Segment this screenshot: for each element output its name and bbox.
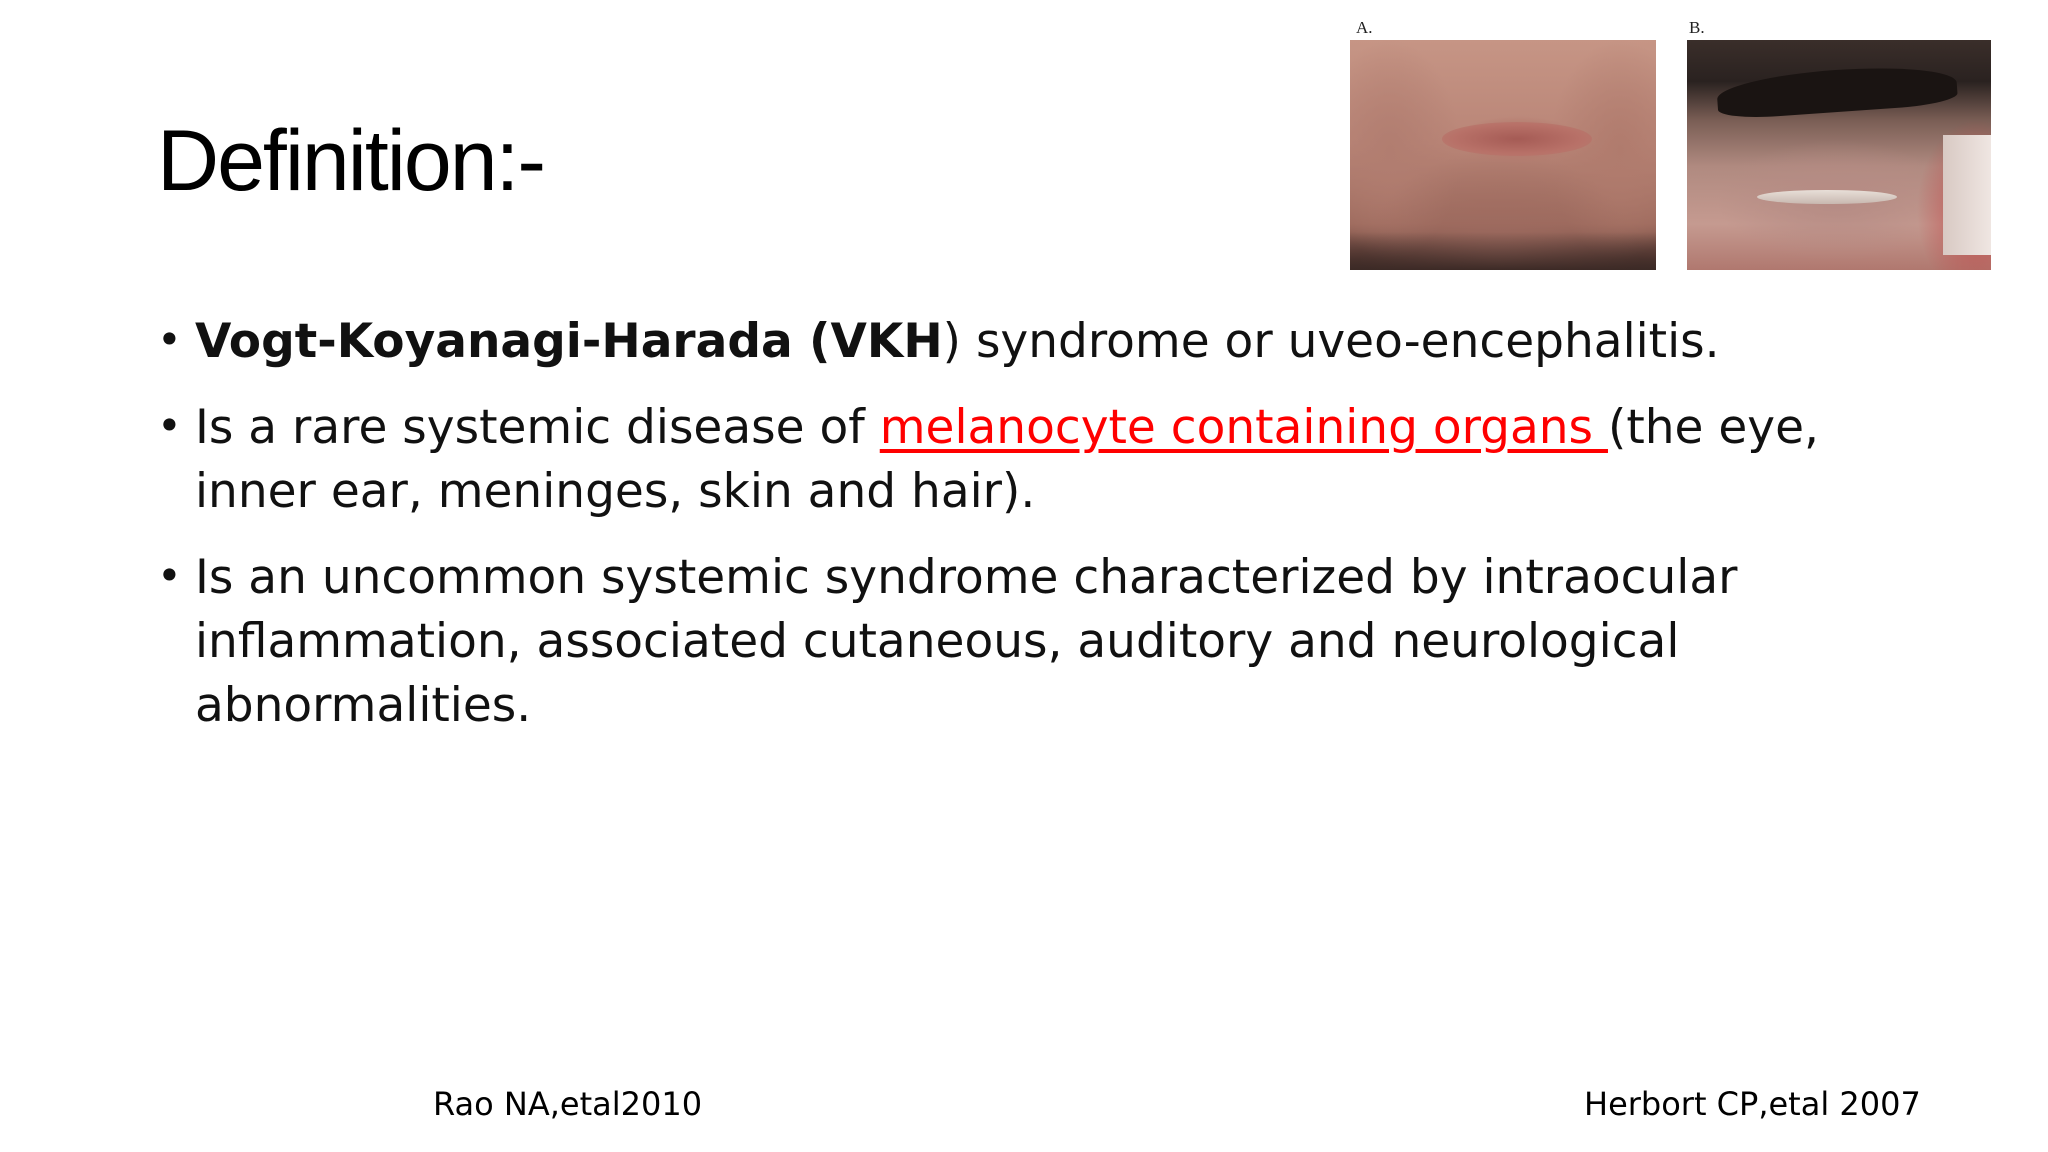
face-photo-icon <box>1350 40 1656 270</box>
bullet-text: ) syndrome or uveo-encephalitis. <box>942 314 1720 369</box>
bullet-icon: • <box>157 401 182 450</box>
highlighted-text: melanocyte containing organs <box>879 400 1608 455</box>
citation-right: Herbort CP,etal 2007 <box>1584 1085 1921 1123</box>
bullet-item <box>157 546 1917 738</box>
bullet-icon: • <box>157 315 182 364</box>
slide-title: Definition:- <box>157 113 545 209</box>
figure-b-label: B. <box>1689 18 1705 37</box>
eye-photo-icon <box>1687 40 1991 270</box>
figure-a-label: A. <box>1356 18 1373 37</box>
bullet-text: (the eye, inner ear, meninges, skin and hair). <box>195 400 1819 519</box>
bullet-item <box>157 396 1917 524</box>
bullet-text: Is an uncommon systemic syndrome characterized by intraocular inflammation, associated cutaneous, auditory and neurological abnormalities. <box>195 550 1738 733</box>
bullet-text: Is a rare systemic disease of <box>195 400 880 455</box>
bullet-icon: • <box>157 551 182 600</box>
bullet-bold-text: Vogt-Koyanagi-Harada (VKH <box>195 314 943 369</box>
bullet-item <box>157 310 1917 374</box>
bullet-list <box>157 310 1917 760</box>
citation-left: Rao NA,etal2010 <box>433 1085 703 1123</box>
